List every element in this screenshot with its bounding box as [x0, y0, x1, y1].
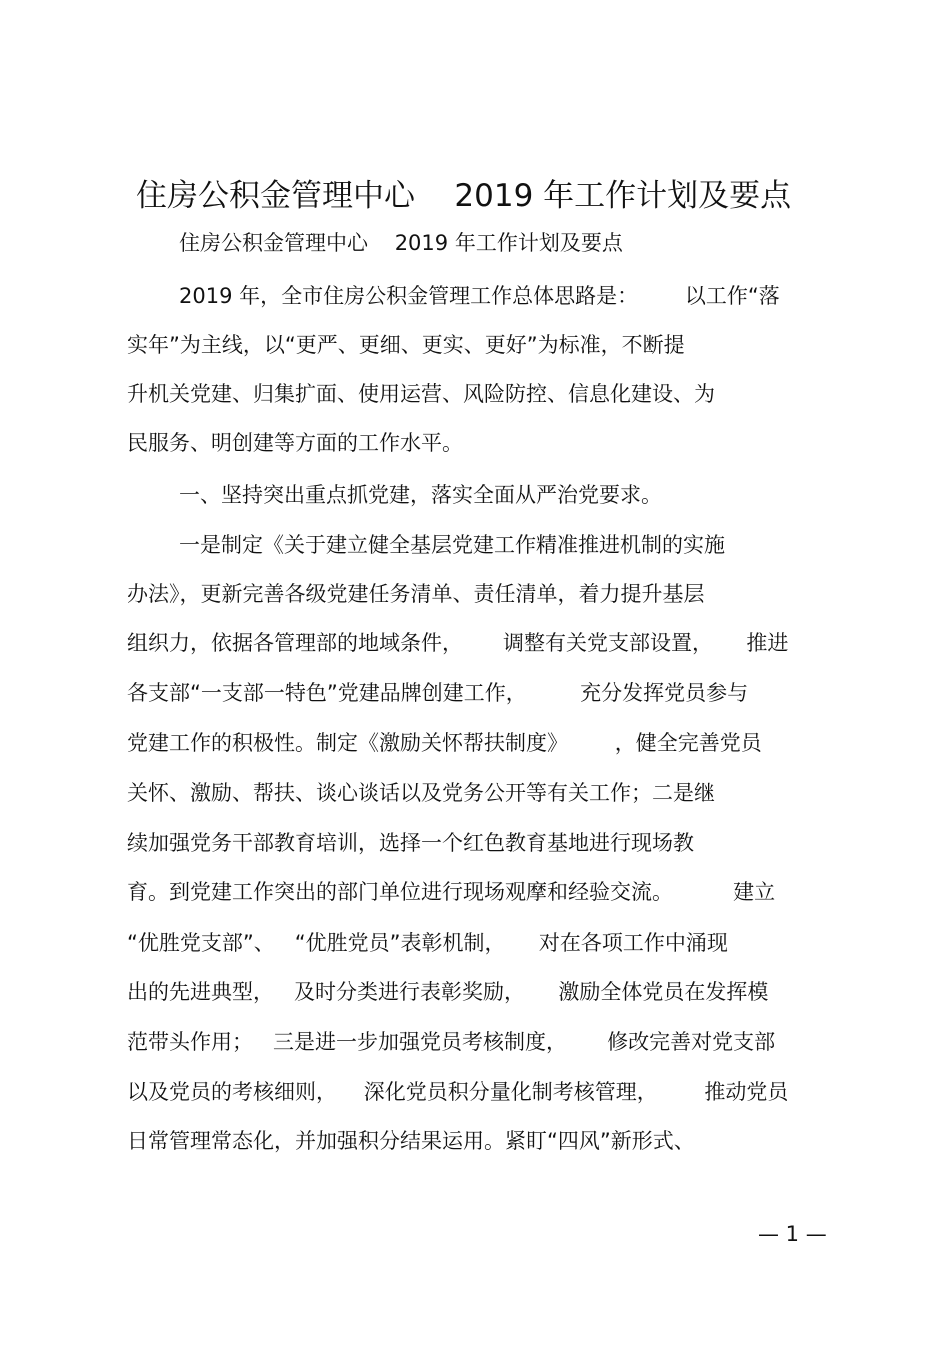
body-line: 以及党员的考核细则， 深化党员积分量化制考核管理， 推动党员: [127, 1080, 789, 1104]
body-line: “优胜党支部”、 “优胜党员”表彰机制， 对在各项工作中涌现: [127, 931, 728, 955]
body-line: 组织力，依据各管理部的地域条件， 调整有关党支部设置， 推进: [127, 631, 789, 655]
body-line: 范带头作用； 三是进一步加强党员考核制度， 修改完善对党支部: [127, 1030, 776, 1054]
body-line: 实年”为主线，以“更严、更细、更实、更好”为标准，不断提: [127, 333, 685, 357]
body-line: 办法》，更新完善各级党建任务清单、责任清单，着力提升基层: [127, 582, 705, 606]
body-line: 关怀、激励、帮扶、谈心谈话以及党务公开等有关工作；二是继: [127, 781, 715, 805]
body-line: 各支部“一支部一特色”党建品牌创建工作， 充分发挥党员参与: [127, 681, 749, 705]
body-line: 升机关党建、归集扩面、使用运营、风险防控、信息化建设、为: [127, 382, 715, 406]
body-line: 育。到党建工作突出的部门单位进行现场观摩和经验交流。 建立: [127, 880, 776, 904]
page-number: — 1 —: [758, 1222, 827, 1246]
body-line: 党建工作的积极性。制定《激励关怀帮扶制度》 ，健全完善党员: [127, 731, 762, 755]
section-heading: 一、坚持突出重点抓党建，落实全面从严治党要求。: [179, 483, 662, 507]
body-line: 出的先进典型， 及时分类进行表彰奖励， 激励全体党员在发挥模: [127, 980, 769, 1004]
body-line: 2019 年，全市住房公积金管理工作总体思路是： 以工作“落: [179, 284, 780, 308]
body-line: 一是制定《关于建立健全基层党建工作精准推进机制的实施: [179, 533, 725, 557]
body-line: 民服务、明创建等方面的工作水平。: [127, 431, 463, 455]
body-line: 日常管理常态化，并加强积分结果运用。紧盯“四风”新形式、: [127, 1129, 695, 1153]
document-title: 住房公积金管理中心 2019 年工作计划及要点: [136, 178, 792, 214]
body-line: 续加强党务干部教育培训，选择一个红色教育基地进行现场教: [127, 831, 694, 855]
document-subtitle: 住房公积金管理中心 2019 年工作计划及要点: [179, 231, 623, 255]
